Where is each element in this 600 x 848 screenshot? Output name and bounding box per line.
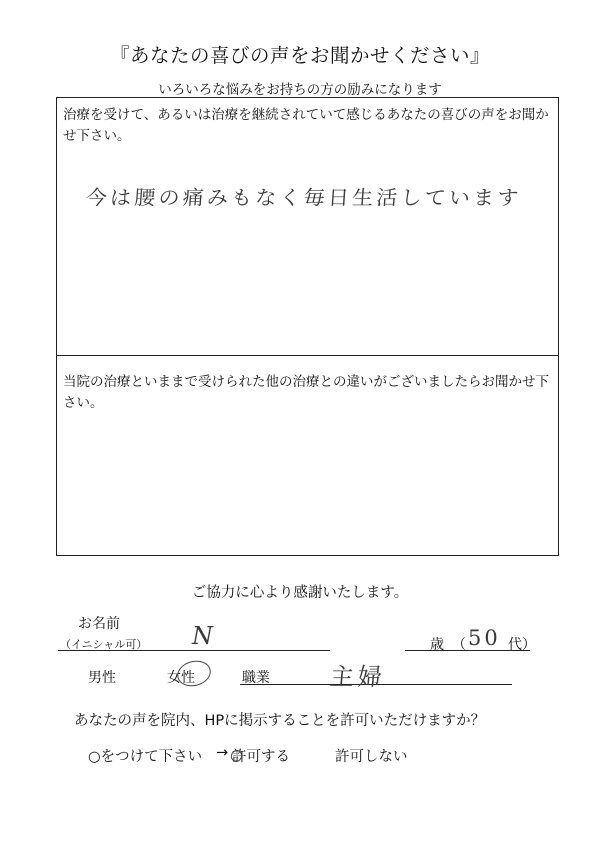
name-line <box>58 650 330 651</box>
name-field-value[interactable]: N <box>192 622 213 650</box>
gender-option-female[interactable]: 女性 <box>167 670 195 686</box>
permission-option-deny[interactable]: 許可しない <box>335 749 408 765</box>
initial-label: （イニシャル可） <box>60 638 148 651</box>
age-suffix: 代） <box>508 637 536 653</box>
answer-1-handwritten[interactable]: 今は腰の痛みもなく毎日生活しています <box>85 186 523 210</box>
instruction-text: ○をつけて下さい <box>88 749 203 765</box>
arrow-icon: → <box>216 745 229 761</box>
question-divider <box>57 355 558 356</box>
survey-box <box>56 97 559 556</box>
age-label: 歳 <box>430 637 444 653</box>
name-label: お名前 <box>78 616 120 632</box>
question-2: 当院の治療といままで受けられた他の治療との違いがございましたらお聞かせ下さい。 <box>63 374 549 411</box>
permission-question: あなたの声を院内、HPに掲示することを許可いただけますか？ <box>74 713 486 729</box>
thanks-message: ご協力に心より感謝いたします。 <box>191 585 409 601</box>
age-field-value[interactable]: 50 <box>468 626 501 650</box>
form-subtitle: いろいろな悩みをお持ちの方の励みになります <box>158 82 442 98</box>
gender-option-male[interactable]: 男性 <box>88 670 116 686</box>
job-label: 職業 <box>242 670 270 686</box>
job-field-value[interactable]: 主婦 <box>328 663 388 691</box>
form-title: 『あなたの喜びの声をお聞かせください』 <box>109 44 490 67</box>
question-1: 治療を受けて、あるいは治療を継続されていて感じるあなたの喜びの声をお聞かせ下さい。 <box>63 107 549 144</box>
age-paren-open: （ <box>452 637 466 653</box>
permission-option-allow[interactable]: 許可する <box>232 749 290 765</box>
